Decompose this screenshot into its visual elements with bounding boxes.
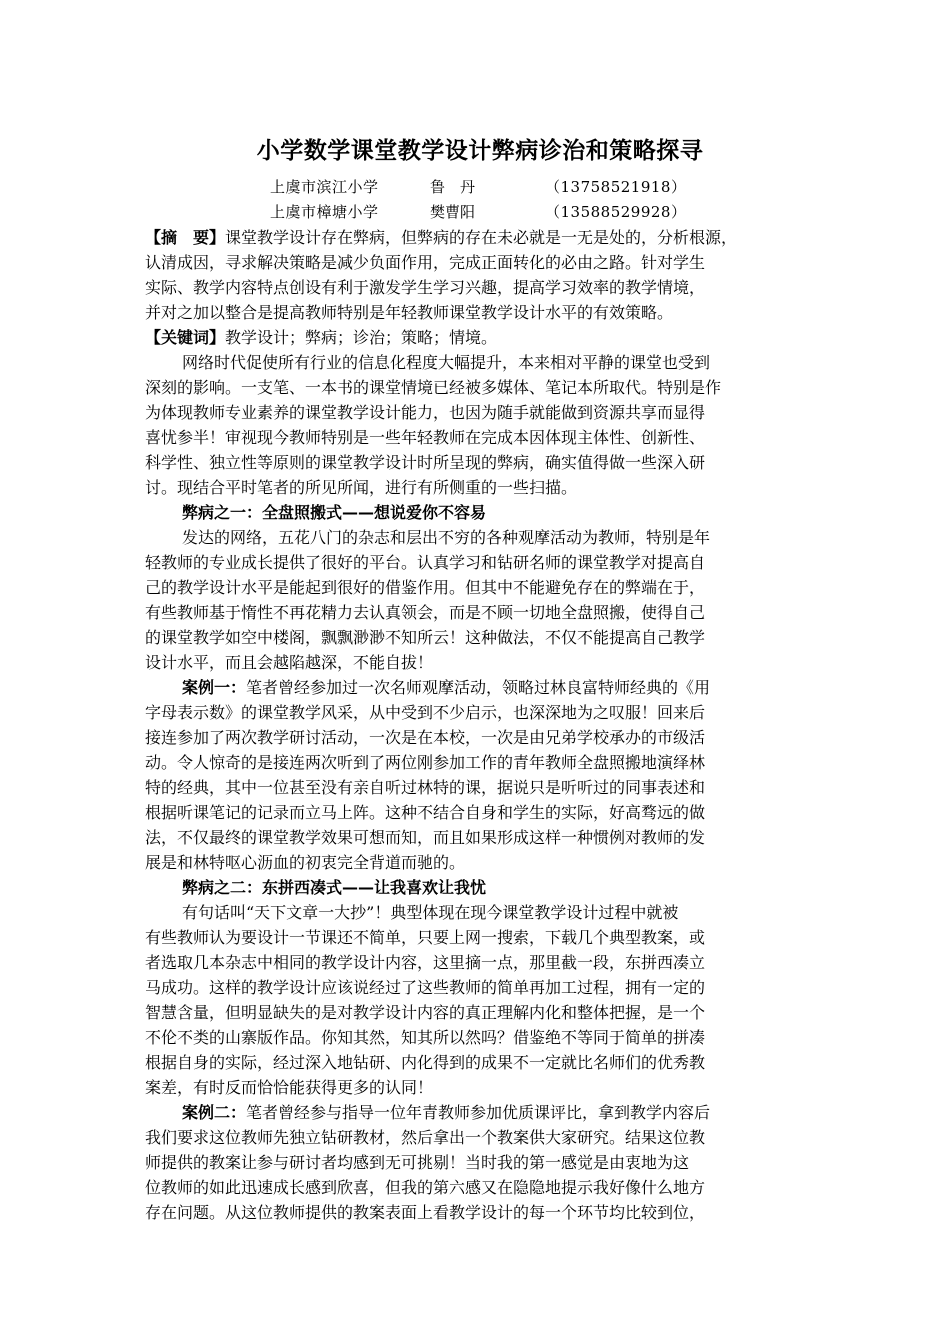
paragraph-line: 发达的网络，五花八门的杂志和层出不穷的各种观摩活动为教师，特别是年 [182,528,711,547]
section-heading: 弊病之一：全盘照搬式——想说爱你不容易 [182,503,487,522]
paragraph-line: 的课堂教学如空中楼阁，飘飘渺渺不知所云！这种做法，不仅不能提高自己教学 [145,628,706,647]
paragraph-line: 智慧含量，但明显缺失的是对教学设计内容的真正理解内化和整体把握，是一个 [145,1003,706,1022]
paragraph-line: 接连参加了两次教学研讨活动，一次是在本校，一次是由兄弟学校承办的市级活 [145,728,706,747]
paragraph-line: 师提供的教案让参与研讨者均感到无可挑剔！当时我的第一感觉是由衷地为这 [145,1153,690,1172]
paragraph-line: 喜忧参半！审视现今教师特别是一些年轻教师在完成本因体现主体性、创新性、 [145,428,706,447]
section2-paragraph [145,900,815,1100]
section1-paragraph [145,525,815,675]
paragraph-line: 根据自身的实际，经过深入地钻研、内化得到的成果不一定就比名师们的优秀教 [145,1053,706,1072]
paragraph-line: 法，不仅最终的课堂教学效果可想而知，而且如果形成这样一种惯例对教师的发 [145,828,706,847]
author-school: 上虞市滨江小学 [270,178,379,196]
paragraph-line: 有句话叫“天下文章一大抄”！典型体现在现今课堂教学设计过程中就被 [182,903,679,922]
paragraph-line: 有些教师认为要设计一节课还不简单，只要上网一搜索，下载几个典型教案，或 [145,928,706,947]
intro-paragraph [145,350,815,500]
paragraph-line: 深刻的影响。一支笔、一本书的课堂情境已经被多媒体、笔记本所取代。特别是作 [145,378,722,397]
paragraph-line: 特的经典，其中一位甚至没有亲自听过林特的课，据说只是听听过的同事表述和 [145,778,706,797]
case1-paragraph [145,675,815,875]
abstract-text: 课堂教学设计存在弊病，但弊病的存在未必就是一无是处的，分析根源， [225,228,738,247]
paragraph-line: 轻教师的专业成长提供了很好的平台。认真学习和钻研名师的课堂教学对提高自 [145,553,706,572]
case-label: 案例一： [182,678,247,697]
paragraph-line [145,675,815,700]
paragraph-line: 马成功。这样的教学设计应该说经过了这些教师的简单再加工过程，拥有一定的 [145,978,706,997]
abstract-line [145,225,815,250]
author-name: 鲁 丹 [430,178,476,196]
case-label: 案例二： [182,1103,247,1122]
case-text: 笔者曾经参与指导一位年青教师参加优质课评比，拿到教学内容后 [246,1103,711,1122]
document-page [145,135,815,1225]
paragraph-line: 根据听课笔记的记录而立马上阵。这种不结合自身和学生的实际，好高骛远的做 [145,803,706,822]
paragraph-line: 案差，有时反而恰恰能获得更多的认同！ [145,1078,434,1097]
author-school: 上虞市樟塘小学 [270,203,379,221]
section-heading: 弊病之二：东拼西凑式——让我喜欢让我忧 [182,878,487,897]
case-text: 笔者曾经参加过一次名师观摩活动，领略过林良富特师经典的《用 [246,678,711,697]
abstract-line: 认清成因，寻求解决策略是减少负面作用，完成正面转化的必由之路。针对学生 [145,253,706,272]
author-phone: （13758521918） [545,178,687,196]
author-line-1 [145,175,815,200]
document-title: 小学数学课堂教学设计弊病诊治和策略探寻 [256,138,704,164]
paragraph-line: 我们要求这位教师先独立钻研教材，然后拿出一个教案供大家研究。结果这位教 [145,1128,706,1147]
keywords-text: 教学设计；弊病；诊治；策略；情境。 [225,328,498,347]
abstract-line: 并对之加以整合是提高教师特别是年轻教师课堂教学设计水平的有效策略。 [145,303,674,322]
paragraph-line: 动。令人惊奇的是接连两次听到了两位刚参加工作的青年教师全盘照搬地演绎林 [145,753,706,772]
paragraph-line: 己的教学设计水平是能起到很好的借鉴作用。但其中不能避免存在的弊端在于， [145,578,706,597]
paragraph-line: 网络时代促使所有行业的信息化程度大幅提升，本来相对平静的课堂也受到 [182,353,711,372]
paragraph-line: 不伦不类的山寨版作品。你知其然，知其所以然吗？借鉴绝不等同于简单的拼凑 [145,1028,706,1047]
keywords-label: 【关键词】 [145,328,226,347]
paragraph-line: 设计水平，而且会越陷越深，不能自拔！ [145,653,434,672]
abstract-label: 【摘 要】 [145,228,226,247]
case2-paragraph [145,1100,815,1225]
paragraph-line: 存在问题。从这位教师提供的教案表面上看教学设计的每一个环节均比较到位， [145,1203,706,1222]
paragraph-line: 为体现教师专业素养的课堂教学设计能力，也因为随手就能做到资源共享而显得 [145,403,706,422]
paragraph-line: 者选取几本杂志中相同的教学设计内容，这里摘一点，那里截一段，东拼西凑立 [145,953,706,972]
abstract-line: 实际、教学内容特点创设有利于激发学生学习兴趣，提高学习效率的教学情境， [145,278,706,297]
paragraph-line: 有些教师基于惰性不再花精力去认真领会，而是不顾一切地全盘照搬，使得自己 [145,603,706,622]
paragraph-line [145,1100,815,1125]
keywords [145,325,815,350]
author-line-2 [145,200,815,225]
paragraph-line: 科学性、独立性等原则的课堂教学设计时所呈现的弊病，确实值得做一些深入研 [145,453,706,472]
paragraph-line: 字母表示数》的课堂教学风采，从中受到不少启示，也深深地为之叹服！回来后 [145,703,706,722]
keywords-line [145,325,815,350]
paragraph-line: 讨。现结合平时笔者的所见所闻，进行有所侧重的一些扫描。 [145,478,578,497]
paragraph-line: 展是和林特呕心沥血的初衷完全背道而驰的。 [145,853,466,872]
abstract [145,225,815,325]
paragraph-line: 位教师的如此迅速成长感到欣喜，但我的第六感又在隐隐地提示我好像什么地方 [145,1178,706,1197]
author-name: 樊曹阳 [430,203,476,221]
author-phone: （13588529928） [545,203,687,221]
